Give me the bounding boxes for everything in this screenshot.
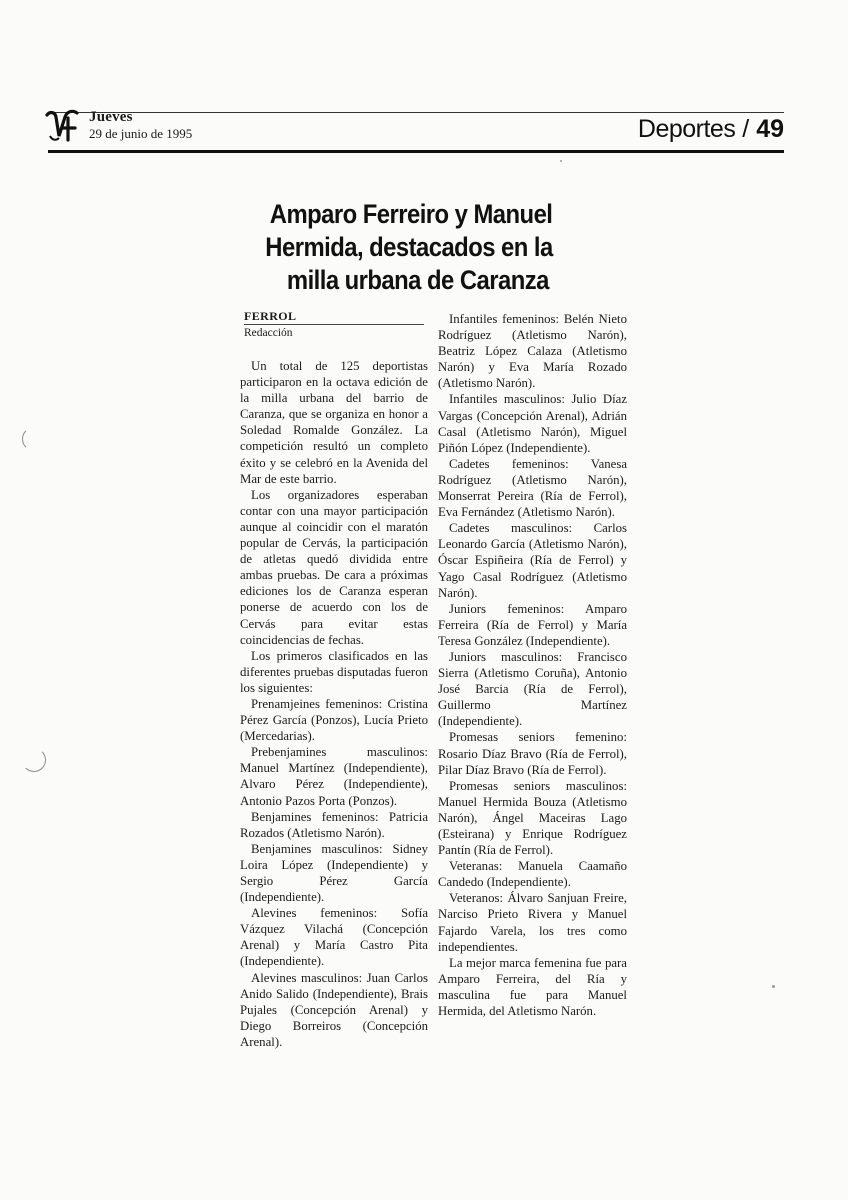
section-name: Deportes: [637, 115, 736, 143]
byline-source: Redacción: [244, 327, 293, 339]
article-paragraph: Alevines masculinos: Juan Carlos Anido Salido (Independiente), Brais Pujales (Concepción Arenal) y Diego Borreiros (Concepción Arenal).: [240, 970, 428, 1049]
headline-line: Amparo Ferreiro y Manuel: [269, 199, 553, 229]
article-paragraph: Benjamines femeninos: Patricia Rozados (Atletismo Narón).: [240, 809, 428, 840]
article-column-right: [438, 311, 627, 1019]
article-headline: [250, 198, 622, 297]
article-paragraph: Infantiles masculinos: Julio Díaz Vargas (Concepción Arenal), Adrián Casal (Atletismo Narón), Miguel Piñón López (Independiente).: [438, 392, 627, 455]
article-paragraph: Veteranas: Manuela Caamaño Candedo (Independiente).: [438, 859, 627, 890]
article-paragraph: Benjamines masculinos: Sidney Loira López (Independiente) y Sergio Pérez García (Independiente).: [240, 841, 428, 905]
scan-dot: [772, 985, 775, 988]
article-paragraph: Veteranos: Álvaro Sanjuan Freire, Narciso Prieto Rivera y Manuel Fajardo Varela, los tres como independientes.: [438, 891, 627, 954]
section-separator: /: [735, 115, 757, 143]
article-paragraph: Los primeros clasificados en las diferentes pruebas disputadas fueron los siguientes:: [240, 648, 428, 695]
article-paragraph: Juniors masculinos: Francisco Sierra (Atletismo Coruña), Antonio José Barcia (Ría de Ferrol), Guillermo Martínez (Independiente).: [438, 649, 627, 729]
headline-line: milla urbana de Caranza: [286, 265, 549, 295]
article-paragraph: Prenamjeines femeninos: Cristina Pérez García (Ponzos), Lucía Prieto (Mercedarias).: [240, 696, 428, 744]
section-page-label: [638, 114, 784, 144]
article-paragraph: La mejor marca femenina fue para Amparo Ferreira, del Ría y masculina fue para Manuel Hermida, del Atletismo Narón.: [438, 955, 627, 1019]
page-number: 49: [756, 115, 784, 143]
article-paragraph: Prebenjamines masculinos: Manuel Martínez (Independiente), Alvaro Pérez (Independiente), Antonio Pazos Porta (Ponzos).: [240, 745, 428, 808]
header-date: 29 de junio de 1995: [89, 126, 193, 141]
article-paragraph: Un total de 125 deportistas participaron en la octava edición de la milla urbana del barrio de Caranza, que se organiza en honor a Soledad Romalde González. La competición resultó un completo éxito y se celebró en la Avenida del Mar de este barrio.: [240, 359, 428, 486]
article-paragraph: Promesas seniors femenino: Rosario Díaz Bravo (Ría de Ferrol), Pilar Díaz Bravo (Ría de Ferrol).: [438, 730, 627, 777]
byline-rule: [244, 324, 424, 325]
article-column-left: [240, 358, 428, 1050]
article-paragraph: Juniors femeninos: Amparo Ferreira (Ría de Ferrol) y María Teresa González (Independiente).: [438, 601, 627, 648]
article-paragraph: Cadetes femeninos: Vanesa Rodríguez (Atletismo Narón), Monserrat Pereira (Ría de Ferrol), Eva Fernández (Atletismo Narón).: [438, 456, 627, 520]
scan-mark: [22, 748, 46, 772]
article-paragraph: Promesas seniors masculinos: Manuel Hermida Bouza (Atletismo Narón), Ángel Maceiras Lago (Esteirana) y Enrique Rodríguez Pantín (Ría de Ferrol).: [438, 778, 627, 858]
header-top-rule: [48, 112, 784, 113]
header-rule: [48, 150, 784, 153]
article-paragraph: Alevines femeninos: Sofía Vázquez Vilachá (Concepción Arenal) y María Castro Pita (Independiente).: [240, 906, 428, 969]
scan-mark: [22, 427, 46, 451]
article-paragraph: Cadetes masculinos: Carlos Leonardo García (Atletismo Narón), Óscar Espiñeira (Ría de Ferrol) y Yago Casal Rodríguez (Atletismo Narón).: [438, 521, 627, 600]
article-paragraph: Los organizadores esperaban contar con una mayor participación aunque al coincidir con el maratón popular de Cervás, la participación de atletas quedó dividida entre ambas pruebas. De cara a próximas ediciones los de Caranza esperan ponerse de acuerdo con los de Cervás para evitar estas coincidencias de fechas.: [240, 487, 428, 647]
header-day: Jueves: [89, 109, 133, 125]
article-paragraph: Infantiles femeninos: Belén Nieto Rodríguez (Atletismo Narón), Beatriz López Calaza (Atletismo Narón) y Eva María Rozado (Atletismo Narón).: [438, 312, 627, 391]
scan-dot: [560, 160, 562, 162]
headline-line: Hermida, destacados en la: [265, 232, 553, 262]
byline-place: FERROL: [244, 309, 297, 323]
newspaper-logo: [44, 106, 84, 146]
